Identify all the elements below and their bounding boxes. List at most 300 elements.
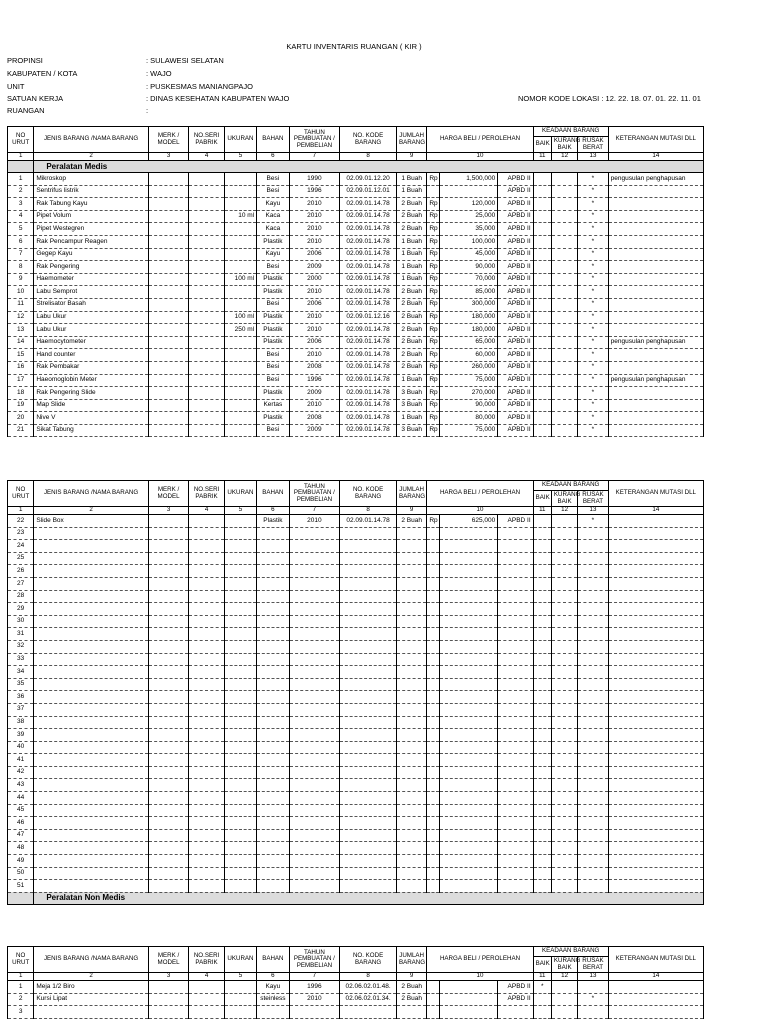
- cell: [578, 666, 608, 679]
- header-kode-barang: NO. KODE BARANG: [340, 947, 397, 973]
- cell: [396, 590, 426, 603]
- cell: *: [578, 336, 608, 349]
- cell: 1 Buah: [396, 412, 426, 425]
- cell: 25,000: [440, 210, 498, 223]
- cell: [498, 1006, 533, 1019]
- cell: [440, 691, 498, 704]
- cell: [533, 678, 551, 691]
- cell: Map Slide: [34, 399, 148, 412]
- cell: 3 Buah: [396, 424, 426, 437]
- cell: 1: [8, 173, 34, 186]
- table-row: [8, 817, 704, 830]
- header-kurang-baik: KURANG BAIK: [551, 491, 577, 507]
- table-row: [8, 577, 704, 590]
- column-number: 11: [533, 507, 551, 515]
- cell: [551, 993, 577, 1006]
- cell: [533, 198, 551, 211]
- cell: 28: [8, 590, 34, 603]
- cell: [224, 248, 256, 261]
- cell: [608, 387, 703, 400]
- cell: [533, 286, 551, 299]
- cell: [257, 766, 289, 779]
- column-number: 12: [551, 507, 577, 515]
- cell: Rp: [427, 349, 440, 362]
- cell: *: [578, 993, 608, 1006]
- cell: Rp: [427, 173, 440, 186]
- table-row: [8, 981, 704, 994]
- header-jenis-barang: JENIS BARANG /NAMA BARANG: [34, 947, 148, 973]
- cell: [533, 565, 551, 578]
- cell: [551, 248, 577, 261]
- cell: [148, 867, 189, 880]
- cell: [224, 628, 256, 641]
- table-row: [8, 210, 704, 223]
- cell: [257, 628, 289, 641]
- cell: 20: [8, 412, 34, 425]
- table-row: [8, 590, 704, 603]
- cell: 10 ml: [224, 210, 256, 223]
- cell: [533, 324, 551, 337]
- cell: 33: [8, 653, 34, 666]
- cell: [224, 298, 256, 311]
- cell: [551, 185, 577, 198]
- cell: [189, 298, 224, 311]
- cell: [551, 804, 577, 817]
- cell: APBD II: [498, 223, 533, 236]
- table-row: [8, 298, 704, 311]
- cell: [189, 324, 224, 337]
- cell: [189, 829, 224, 842]
- cell: [34, 779, 148, 792]
- cell: [440, 880, 498, 893]
- cell: [148, 540, 189, 553]
- cell: [533, 173, 551, 186]
- cell: [289, 565, 340, 578]
- cell: [427, 185, 440, 198]
- cell: [148, 374, 189, 387]
- header-ukuran: UKURAN: [224, 947, 256, 973]
- cell: [34, 804, 148, 817]
- cell: [608, 880, 703, 893]
- meta-value-satuan: : DINAS KESEHATAN KABUPATEN WAJO: [146, 94, 290, 103]
- cell: [578, 716, 608, 729]
- cell: [440, 653, 498, 666]
- cell: [498, 640, 533, 653]
- cell: Rak Tabung Kayu: [34, 198, 148, 211]
- cell: 02.09.01.12.01: [340, 185, 397, 198]
- cell: 2010: [289, 993, 340, 1006]
- cell: [34, 855, 148, 868]
- meta-label-kabupaten: KABUPATEN / KOTA: [7, 69, 78, 78]
- cell: [289, 842, 340, 855]
- cell: [34, 615, 148, 628]
- cell: [224, 261, 256, 274]
- cell: [148, 817, 189, 830]
- cell: [498, 855, 533, 868]
- cell: [189, 173, 224, 186]
- cell: 2010: [289, 324, 340, 337]
- cell: [533, 361, 551, 374]
- cell: 24: [8, 540, 34, 553]
- cell: [148, 766, 189, 779]
- cell: [498, 565, 533, 578]
- cell: [498, 792, 533, 805]
- cell: [608, 691, 703, 704]
- cell: [396, 666, 426, 679]
- cell: 02.09.01.14.78: [340, 273, 397, 286]
- cell: 16: [8, 361, 34, 374]
- cell: [34, 729, 148, 742]
- cell: [427, 540, 440, 553]
- cell: [533, 185, 551, 198]
- cell: [189, 981, 224, 994]
- cell: [551, 792, 577, 805]
- cell: [189, 248, 224, 261]
- cell: 2 Buah: [396, 336, 426, 349]
- cell: [340, 817, 397, 830]
- cell: [551, 235, 577, 248]
- cell: [440, 792, 498, 805]
- cell: 2009: [289, 424, 340, 437]
- table-row: [8, 716, 704, 729]
- cell: [551, 349, 577, 362]
- cell: 02.09.01.14.78: [340, 198, 397, 211]
- cell: [608, 590, 703, 603]
- cell: 1 Buah: [396, 261, 426, 274]
- cell: 02.09.01.14.78: [340, 261, 397, 274]
- cell: [533, 223, 551, 236]
- cell: [578, 615, 608, 628]
- cell: [189, 615, 224, 628]
- table-row: [8, 412, 704, 425]
- cell: [608, 766, 703, 779]
- cell: 43: [8, 779, 34, 792]
- cell: APBD II: [498, 515, 533, 528]
- cell: APBD II: [498, 311, 533, 324]
- header-rusak-berat: RUSAK BERAT: [578, 957, 608, 973]
- cell: 7: [8, 248, 34, 261]
- header-baik: BAIK: [533, 491, 551, 507]
- column-number: 9: [396, 153, 426, 161]
- cell: [224, 1006, 256, 1019]
- cell: [608, 792, 703, 805]
- cell: [498, 540, 533, 553]
- cell: [608, 273, 703, 286]
- cell: 2 Buah: [396, 198, 426, 211]
- column-number: 13: [578, 153, 608, 161]
- column-number: 2: [34, 973, 148, 981]
- header-bahan: BAHAN: [257, 947, 289, 973]
- cell: [578, 1006, 608, 1019]
- cell: [148, 552, 189, 565]
- cell: [396, 842, 426, 855]
- cell: [148, 185, 189, 198]
- cell: [189, 741, 224, 754]
- cell: [498, 867, 533, 880]
- cell: [189, 565, 224, 578]
- column-number: 11: [533, 973, 551, 981]
- cell: 90,000: [440, 399, 498, 412]
- column-number: 5: [224, 973, 256, 981]
- cell: APBD II: [498, 412, 533, 425]
- cell: [148, 173, 189, 186]
- cell: Rp: [427, 515, 440, 528]
- cell: 85,000: [440, 286, 498, 299]
- cell: [189, 628, 224, 641]
- cell: [533, 527, 551, 540]
- table-row: [8, 248, 704, 261]
- cell: 250 ml: [224, 324, 256, 337]
- cell: 27: [8, 577, 34, 590]
- cell: *: [578, 412, 608, 425]
- cell: [427, 867, 440, 880]
- cell: Besi: [257, 173, 289, 186]
- cell: [498, 615, 533, 628]
- cell: [578, 565, 608, 578]
- cell: [533, 603, 551, 616]
- section-title: Peralatan Non Medis: [34, 892, 704, 904]
- cell: [608, 298, 703, 311]
- cell: [224, 223, 256, 236]
- cell: [396, 527, 426, 540]
- header-kode-barang: NO. KODE BARANG: [340, 127, 397, 153]
- table-row: [8, 653, 704, 666]
- cell: 2 Buah: [396, 311, 426, 324]
- inventory-table-1: [7, 126, 704, 437]
- cell: [551, 590, 577, 603]
- cell: [289, 804, 340, 817]
- cell: [289, 855, 340, 868]
- cell: [427, 855, 440, 868]
- cell: [551, 210, 577, 223]
- cell: [189, 766, 224, 779]
- cell: 49: [8, 855, 34, 868]
- cell: 35: [8, 678, 34, 691]
- cell: [440, 993, 498, 1006]
- cell: [189, 855, 224, 868]
- header-no-seri: NO.SERI PABRIK: [189, 481, 224, 507]
- cell: [34, 1006, 148, 1019]
- cell: [608, 729, 703, 742]
- header-no-seri: NO.SERI PABRIK: [189, 947, 224, 973]
- cell: [224, 716, 256, 729]
- column-number: 4: [189, 507, 224, 515]
- cell: 2009: [289, 387, 340, 400]
- cell: 15: [8, 349, 34, 362]
- cell: [289, 703, 340, 716]
- cell: [427, 603, 440, 616]
- cell: Slide Box: [34, 515, 148, 528]
- column-number: 11: [533, 153, 551, 161]
- cell: Besi: [257, 349, 289, 362]
- cell: [257, 817, 289, 830]
- cell: [551, 603, 577, 616]
- cell: [551, 552, 577, 565]
- cell: Rp: [427, 286, 440, 299]
- cell: [608, 678, 703, 691]
- table-row: [8, 374, 704, 387]
- column-number: 2: [34, 507, 148, 515]
- cell: APBD II: [498, 361, 533, 374]
- cell: [148, 678, 189, 691]
- column-number: 8: [340, 507, 397, 515]
- cell: *: [578, 424, 608, 437]
- cell: *: [578, 361, 608, 374]
- header-ukuran: UKURAN: [224, 481, 256, 507]
- cell: [148, 628, 189, 641]
- cell: [224, 817, 256, 830]
- cell: 45,000: [440, 248, 498, 261]
- cell: 18: [8, 387, 34, 400]
- cell: [148, 829, 189, 842]
- cell: [224, 678, 256, 691]
- cell: *: [578, 223, 608, 236]
- table-row: [8, 615, 704, 628]
- cell: [148, 387, 189, 400]
- cell: 10: [8, 286, 34, 299]
- cell: [608, 424, 703, 437]
- cell: [224, 691, 256, 704]
- cell: [608, 640, 703, 653]
- cell: [289, 829, 340, 842]
- cell: Gegep Kayu: [34, 248, 148, 261]
- cell: [608, 565, 703, 578]
- cell: [427, 666, 440, 679]
- cell: [257, 779, 289, 792]
- table-row: [8, 336, 704, 349]
- cell: [440, 552, 498, 565]
- cell: [533, 248, 551, 261]
- section-title: Peralatan Medis: [34, 161, 704, 173]
- cell: [396, 855, 426, 868]
- cell: [427, 615, 440, 628]
- meta-value-propinsi: : SULAWESI SELATAN: [146, 56, 224, 65]
- column-number: 6: [257, 153, 289, 161]
- column-number: 9: [396, 973, 426, 981]
- cell: [224, 552, 256, 565]
- cell: [396, 817, 426, 830]
- table-row: [8, 867, 704, 880]
- cell: [533, 235, 551, 248]
- cell: 31: [8, 628, 34, 641]
- cell: Rp: [427, 361, 440, 374]
- cell: Rp: [427, 387, 440, 400]
- cell: [189, 880, 224, 893]
- cell: [608, 248, 703, 261]
- cell: [608, 603, 703, 616]
- cell: [189, 754, 224, 767]
- cell: [533, 817, 551, 830]
- cell: [257, 640, 289, 653]
- cell: 2010: [289, 349, 340, 362]
- table-row: [8, 311, 704, 324]
- cell: [533, 311, 551, 324]
- column-number: 7: [289, 153, 340, 161]
- cell: [608, 349, 703, 362]
- cell: [224, 981, 256, 994]
- cell: APBD II: [498, 261, 533, 274]
- cell: [427, 829, 440, 842]
- table-row: [8, 678, 704, 691]
- cell: 02.09.01.14.78: [340, 387, 397, 400]
- column-number: 3: [148, 153, 189, 161]
- cell: [257, 754, 289, 767]
- cell: [189, 261, 224, 274]
- cell: [340, 703, 397, 716]
- header-jenis-barang: JENIS BARANG /NAMA BARANG: [34, 481, 148, 507]
- cell: [396, 741, 426, 754]
- cell: [34, 880, 148, 893]
- cell: APBD II: [498, 349, 533, 362]
- column-number: 14: [608, 153, 703, 161]
- cell: 02.09.01.14.78: [340, 298, 397, 311]
- column-number: 14: [608, 973, 703, 981]
- cell: [608, 981, 703, 994]
- cell: 100 ml: [224, 273, 256, 286]
- column-number: 13: [578, 973, 608, 981]
- cell: [608, 829, 703, 842]
- cell: [427, 577, 440, 590]
- cell: [396, 829, 426, 842]
- cell: 02.09.01.14.78: [340, 349, 397, 362]
- cell: [533, 691, 551, 704]
- cell: [498, 804, 533, 817]
- cell: [340, 880, 397, 893]
- cell: 2 Buah: [396, 298, 426, 311]
- column-number: 5: [224, 153, 256, 161]
- cell: *: [578, 248, 608, 261]
- cell: [440, 842, 498, 855]
- cell: 120,000: [440, 198, 498, 211]
- cell: Kayu: [257, 981, 289, 994]
- cell: [289, 1006, 340, 1019]
- cell: 4: [8, 210, 34, 223]
- cell: 625,000: [440, 515, 498, 528]
- cell: APBD II: [498, 273, 533, 286]
- table-row: [8, 754, 704, 767]
- cell: [498, 716, 533, 729]
- cell: Haemocytometer: [34, 336, 148, 349]
- cell: Rak Pengering Slide: [34, 387, 148, 400]
- cell: 2 Buah: [396, 349, 426, 362]
- cell: [551, 399, 577, 412]
- cell: Rp: [427, 324, 440, 337]
- cell: [224, 842, 256, 855]
- cell: [551, 628, 577, 641]
- cell: 2010: [289, 286, 340, 299]
- cell: [257, 1006, 289, 1019]
- cell: 14: [8, 336, 34, 349]
- cell: 02.09.01.14.78: [340, 336, 397, 349]
- cell: [608, 223, 703, 236]
- cell: [289, 817, 340, 830]
- cell: Labu Ukur: [34, 311, 148, 324]
- cell: [551, 867, 577, 880]
- cell: 48: [8, 842, 34, 855]
- cell: [498, 779, 533, 792]
- cell: APBD II: [498, 424, 533, 437]
- cell: 2000: [289, 273, 340, 286]
- cell: [224, 867, 256, 880]
- cell: [396, 867, 426, 880]
- cell: [578, 855, 608, 868]
- table-row: [8, 703, 704, 716]
- cell: pengusulan penghapusan: [608, 336, 703, 349]
- cell: [148, 842, 189, 855]
- cell: [551, 286, 577, 299]
- meta-value-unit: : PUSKESMAS MANIANGPAJO: [146, 82, 253, 91]
- cell: [396, 754, 426, 767]
